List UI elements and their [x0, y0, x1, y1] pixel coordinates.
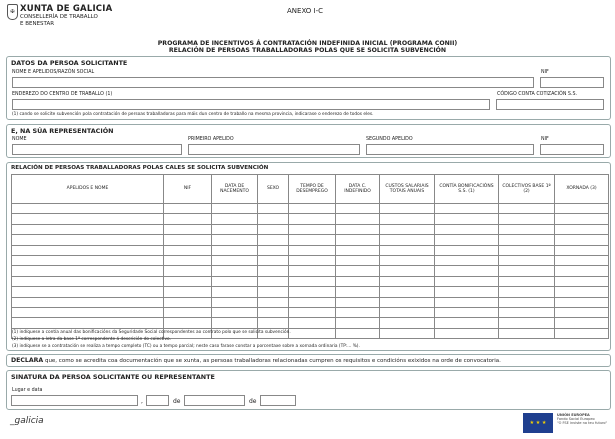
table-cell[interactable]: [12, 224, 164, 234]
table-cell[interactable]: [336, 266, 380, 276]
table-cell[interactable]: [258, 307, 289, 317]
table-cell[interactable]: [336, 328, 380, 338]
table-cell[interactable]: [336, 255, 380, 265]
table-cell[interactable]: [289, 224, 336, 234]
table-cell[interactable]: [435, 224, 499, 234]
col-xornada: XORNADA (3): [555, 175, 609, 204]
applicant-name-label: NOME E APELIDOS/RAZÓN SOCIAL: [12, 70, 95, 75]
representative-heading: E, NA SÚA REPRESENTACIÓN: [11, 127, 114, 135]
table-cell[interactable]: [336, 204, 380, 214]
rep-second-surname-input[interactable]: [366, 144, 534, 155]
table-cell[interactable]: [212, 224, 258, 234]
representative-section: [6, 124, 611, 158]
table-cell[interactable]: [336, 245, 380, 255]
table-cell[interactable]: [435, 214, 499, 224]
table-row: [12, 204, 609, 214]
applicant-note: (1) cando se solicite subvención pola contratación de persoas traballadoras para máis dun centro de traballo na mesma provincia, indicarase o enderezo de todos eles.: [12, 112, 374, 117]
table-cell[interactable]: [164, 318, 212, 328]
table-cell[interactable]: [499, 245, 555, 255]
table-cell[interactable]: [336, 287, 380, 297]
table-cell[interactable]: [380, 224, 435, 234]
eu-line1: UNIÓN EUROPEA: [557, 413, 590, 417]
table-cell[interactable]: [164, 235, 212, 245]
table-cell[interactable]: [499, 255, 555, 265]
table-cell[interactable]: [12, 255, 164, 265]
logo-conselleria: [20, 14, 98, 27]
eu-flag-icon: ★ ★ ★: [523, 413, 553, 433]
table-cell[interactable]: [435, 266, 499, 276]
table-cell[interactable]: [555, 235, 609, 245]
table-cell[interactable]: [380, 297, 435, 307]
table-cell[interactable]: [555, 276, 609, 286]
document-title: [0, 40, 615, 54]
applicant-nif-label: NIF: [541, 70, 549, 75]
table-row: [12, 276, 609, 286]
table-cell[interactable]: [555, 204, 609, 214]
col-nif: NIF: [164, 175, 212, 204]
table-cell[interactable]: [212, 255, 258, 265]
eu-line2: Fondo Social Europeo: [557, 417, 595, 422]
table-cell[interactable]: [555, 245, 609, 255]
table-cell[interactable]: [164, 204, 212, 214]
rep-name-label: NOME: [12, 137, 27, 142]
table-cell[interactable]: [380, 287, 435, 297]
table-cell[interactable]: [380, 318, 435, 328]
table-row: [12, 266, 609, 276]
table-cell[interactable]: [336, 318, 380, 328]
table-cell[interactable]: [258, 255, 289, 265]
comma-separator: ,: [141, 398, 143, 405]
table-cell[interactable]: [164, 297, 212, 307]
table-cell[interactable]: [164, 214, 212, 224]
table-cell[interactable]: [380, 307, 435, 317]
table-row: [12, 224, 609, 234]
declaration-label: DECLARA: [11, 357, 44, 364]
table-cell[interactable]: [336, 235, 380, 245]
rep-second-surname-label: SEGUNDO APELIDO: [366, 137, 413, 142]
col-data-indefinido: DATA C. INDEFINIDO: [336, 175, 380, 204]
table-cell[interactable]: [380, 214, 435, 224]
table-cell[interactable]: [435, 297, 499, 307]
rep-name-input[interactable]: [12, 144, 182, 155]
address-input[interactable]: [12, 99, 490, 110]
table-cell[interactable]: [499, 307, 555, 317]
table-cell[interactable]: [289, 214, 336, 224]
table-cell[interactable]: [555, 255, 609, 265]
table-cell[interactable]: [258, 266, 289, 276]
table-cell[interactable]: [555, 307, 609, 317]
col-apelidos-nome: APELIDOS E NOME: [12, 175, 164, 204]
table-cell[interactable]: [435, 328, 499, 338]
table-cell[interactable]: [555, 318, 609, 328]
workers-note-1: (1) indíquese a contía anual das bonificacións da Seguridade Social correspondentes ao contrato polo que se solicita subvención.: [12, 330, 291, 335]
table-cell[interactable]: [212, 276, 258, 286]
table-cell[interactable]: [164, 255, 212, 265]
table-cell[interactable]: [435, 287, 499, 297]
table-cell[interactable]: [212, 214, 258, 224]
table-cell[interactable]: [380, 266, 435, 276]
declaration-body: que, como se acredita coa documentación que se xunta, as persoas traballadoras relacionadas cumpren os requisitos e condicións exixidos na orde de convocatoria.: [43, 358, 501, 364]
col-data-nacemento: DATA DE NACEMENTO: [212, 175, 258, 204]
table-cell[interactable]: [336, 276, 380, 286]
table-cell[interactable]: [380, 235, 435, 245]
table-cell[interactable]: [499, 214, 555, 224]
table-cell[interactable]: [289, 255, 336, 265]
table-cell[interactable]: [435, 276, 499, 286]
table-cell[interactable]: [258, 245, 289, 255]
rep-first-surname-input[interactable]: [188, 144, 360, 155]
annex-label: ANEXO I-C: [287, 7, 324, 15]
de-label-1: de: [173, 398, 181, 405]
table-cell[interactable]: [289, 307, 336, 317]
table-cell[interactable]: [336, 297, 380, 307]
galicia-footer-logo: _galicia: [10, 416, 44, 426]
table-cell[interactable]: [289, 266, 336, 276]
table-cell[interactable]: [258, 318, 289, 328]
table-cell[interactable]: [12, 287, 164, 297]
table-cell[interactable]: [555, 287, 609, 297]
col-contia-bonificacions: CONTÍA BONIFICACIÓNS S.S. (1): [435, 175, 499, 204]
table-cell[interactable]: [258, 224, 289, 234]
place-input[interactable]: [11, 395, 138, 406]
table-cell[interactable]: [164, 287, 212, 297]
declaration-text: [11, 357, 501, 364]
table-cell[interactable]: [435, 204, 499, 214]
rep-nif-label: NIF: [541, 137, 549, 142]
table-cell[interactable]: [212, 307, 258, 317]
de-label-2: de: [249, 398, 257, 405]
table-cell[interactable]: [380, 328, 435, 338]
table-row: [12, 307, 609, 317]
table-row: [12, 318, 609, 328]
workers-table-body: [12, 204, 609, 339]
logo-conselleria-line1: CONSELLERÍA DE TRABALLO: [20, 14, 98, 20]
table-cell[interactable]: [164, 224, 212, 234]
applicant-name-input[interactable]: [12, 77, 534, 88]
coat-of-arms-icon: ✠: [7, 4, 18, 20]
table-row: [12, 297, 609, 307]
eu-line3: "O FSE inviste no teu futuro": [557, 421, 608, 426]
eu-fse-text: [557, 413, 607, 426]
declaration-section: [6, 354, 611, 367]
table-cell[interactable]: [499, 328, 555, 338]
table-cell[interactable]: [289, 204, 336, 214]
table-cell[interactable]: [435, 318, 499, 328]
table-cell[interactable]: [555, 328, 609, 338]
title-line1: PROGRAMA DE INCENTIVOS Á CONTRATACIÓN INDEFINIDA INICIAL (PROGRAMA CONII): [157, 40, 458, 47]
table-cell[interactable]: [12, 204, 164, 214]
address-label: ENDEREZO DO CENTRO DE TRABALLO (1): [12, 92, 113, 97]
table-cell[interactable]: [336, 307, 380, 317]
applicant-nif-input[interactable]: [540, 77, 604, 88]
table-cell[interactable]: [12, 307, 164, 317]
table-cell[interactable]: [435, 245, 499, 255]
place-date-label: Lugar e data: [12, 388, 43, 393]
table-cell[interactable]: [12, 235, 164, 245]
table-cell[interactable]: [289, 297, 336, 307]
table-cell[interactable]: [499, 235, 555, 245]
table-cell[interactable]: [499, 276, 555, 286]
logo-xunta: XUNTA DE GALICIA: [20, 4, 113, 14]
table-cell[interactable]: [12, 214, 164, 224]
table-cell[interactable]: [164, 245, 212, 255]
table-cell[interactable]: [212, 297, 258, 307]
col-custos-salariais: CUSTOS SALARIAIS TOTAIS ANUAIS: [380, 175, 435, 204]
table-cell[interactable]: [12, 318, 164, 328]
ccc-input[interactable]: [496, 99, 604, 110]
workers-section: [6, 162, 611, 351]
table-cell[interactable]: [499, 266, 555, 276]
title-line2: RELACIÓN DE PERSOAS TRABALLADORAS POLAS QUE SE SOLICITA SUBVENCIÓN: [168, 47, 447, 55]
table-cell[interactable]: [435, 235, 499, 245]
table-cell[interactable]: [380, 276, 435, 286]
table-cell[interactable]: [289, 245, 336, 255]
table-cell[interactable]: [289, 318, 336, 328]
table-cell[interactable]: [258, 276, 289, 286]
table-cell[interactable]: [555, 266, 609, 276]
table-cell[interactable]: [12, 266, 164, 276]
applicant-heading: DATOS DA PERSOA SOLICITANTE: [11, 59, 128, 67]
logo-conselleria-line2: E BENESTAR: [20, 20, 55, 27]
table-cell[interactable]: [555, 214, 609, 224]
col-tempo-desemprego: TEMPO DE DESEMPREGO: [289, 175, 336, 204]
table-cell[interactable]: [12, 245, 164, 255]
table-cell[interactable]: [499, 318, 555, 328]
applicant-section: [6, 56, 611, 120]
workers-heading: RELACIÓN DE PERSOAS TRABALLADORAS POLAS CALES SE SOLICITA SUBVENCIÓN: [11, 165, 269, 171]
table-cell[interactable]: [164, 276, 212, 286]
table-cell[interactable]: [212, 266, 258, 276]
table-cell[interactable]: [212, 287, 258, 297]
table-cell[interactable]: [499, 204, 555, 214]
table-row: [12, 245, 609, 255]
table-row: [12, 214, 609, 224]
table-cell[interactable]: [212, 204, 258, 214]
table-cell[interactable]: [164, 307, 212, 317]
table-cell[interactable]: [12, 297, 164, 307]
workers-note-3: (3) indíquese se a contratación se realiza a tempo completo (TC) ou a tempo parcial; neste caso farase constar a porcentaxe sobre a xornada ordinaria (TP:... %).: [12, 344, 360, 349]
table-cell[interactable]: [289, 235, 336, 245]
table-cell[interactable]: [258, 204, 289, 214]
table-cell[interactable]: [435, 307, 499, 317]
day-input[interactable]: [146, 395, 169, 406]
table-cell[interactable]: [380, 255, 435, 265]
table-row: [12, 287, 609, 297]
table-cell[interactable]: [212, 235, 258, 245]
rep-first-surname-label: PRIMEIRO APELIDO: [188, 137, 234, 142]
signature-heading: SINATURA DA PERSOA SOLICITANTE OU REPRESENTANTE: [11, 373, 215, 381]
rep-nif-input[interactable]: [540, 144, 604, 155]
col-sexo: SEXO: [258, 175, 289, 204]
month-input[interactable]: [184, 395, 245, 406]
table-cell[interactable]: [258, 235, 289, 245]
table-cell[interactable]: [258, 297, 289, 307]
table-cell[interactable]: [12, 276, 164, 286]
col-colectivos: COLECTIVOS BASE 1ª (2): [499, 175, 555, 204]
table-cell[interactable]: [555, 224, 609, 234]
table-cell[interactable]: [336, 214, 380, 224]
signature-section: [6, 370, 611, 410]
table-cell[interactable]: [380, 204, 435, 214]
table-cell[interactable]: [212, 245, 258, 255]
table-cell[interactable]: [499, 224, 555, 234]
table-cell[interactable]: [336, 224, 380, 234]
table-row: [12, 255, 609, 265]
table-cell[interactable]: [258, 214, 289, 224]
table-cell[interactable]: [289, 328, 336, 338]
year-input[interactable]: [260, 395, 296, 406]
table-cell[interactable]: [258, 287, 289, 297]
table-row: [12, 235, 609, 245]
table-cell[interactable]: [380, 245, 435, 255]
table-cell[interactable]: [499, 287, 555, 297]
ccc-label: CÓDIGO CONTA COTIZACIÓN S.S.: [497, 92, 578, 97]
workers-header-row: [12, 175, 609, 204]
table-cell[interactable]: [289, 276, 336, 286]
table-cell[interactable]: [499, 297, 555, 307]
table-cell[interactable]: [164, 266, 212, 276]
table-cell[interactable]: [435, 255, 499, 265]
workers-table: [11, 174, 609, 339]
table-cell[interactable]: [289, 287, 336, 297]
workers-note-2: (2) indíquese a letra da base 1ª correspondente á descrición do colectivo.: [12, 337, 171, 342]
table-cell[interactable]: [212, 318, 258, 328]
table-cell[interactable]: [555, 297, 609, 307]
